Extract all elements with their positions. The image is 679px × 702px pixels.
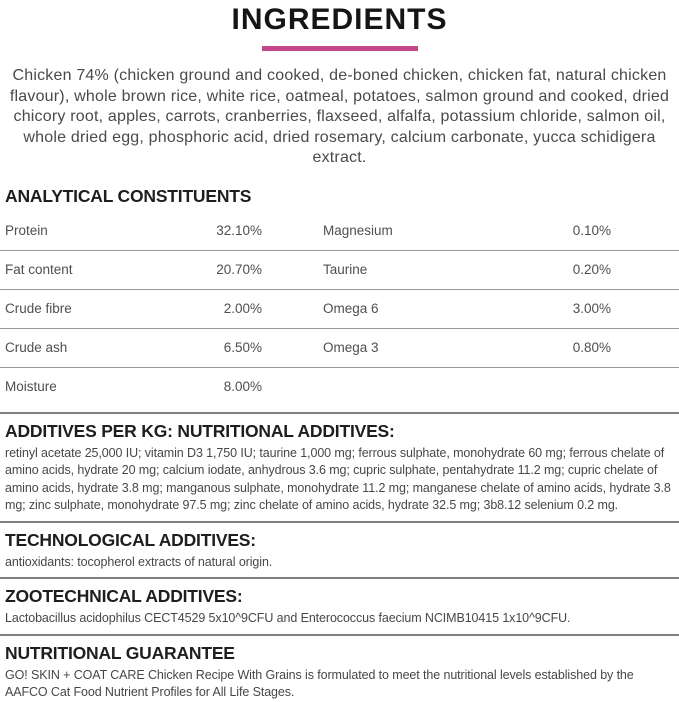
title-accent-bar <box>262 46 418 51</box>
constituent-label: Omega 6 <box>323 301 379 316</box>
constituent-value: 2.00% <box>223 301 262 316</box>
constituent-value: 0.80% <box>572 340 611 355</box>
section-zootechnical-additives <box>0 577 679 634</box>
table-row <box>0 251 679 290</box>
technological-additives-heading: TECHNOLOGICAL ADDITIVES: <box>5 529 256 550</box>
constituent-label: Crude ash <box>5 340 68 355</box>
nutritional-additives-body: retinyl acetate 25,000 IU; vitamin D3 1,750 IU; taurine 1,000 mg; ferrous sulphate, monohydrate 60 mg; ferrous chelate of amino acids, hydrate 20 mg; calcium iodate, anhydrous 3.6 mg; cupric sulphate, pentahydrate 11.2 mg; cupric chelate of amino acids, hydrate 3.8 mg; manganous sulphate, monohydrate 11.2 mg; manganese chelate of amino acids, hydrate 3.8 mg; zinc sulphate, monohydrate 97.5 mg; zinc chelate of amino acids, hydrate 32.5 mg; 3b8.12 selenium 0.2 mg. <box>5 445 671 512</box>
constituent-label: Magnesium <box>323 223 393 238</box>
table-row <box>0 212 679 251</box>
page-title: INGREDIENTS <box>231 3 448 36</box>
constituent-label: Omega 3 <box>323 340 379 355</box>
nutritional-guarantee-heading: NUTRITIONAL GUARANTEE <box>5 642 235 663</box>
constituent-label: Moisture <box>5 379 57 394</box>
section-technological-additives <box>0 521 679 578</box>
zootechnical-additives-body: Lactobacillus acidophilus CECT4529 5x10^9CFU and Enterococcus faecium NCIMB10415 1x10^9CFU. <box>5 611 571 625</box>
constituent-value: 6.50% <box>223 340 262 355</box>
constituent-value: 0.10% <box>572 223 611 238</box>
constituent-label: Protein <box>5 223 48 238</box>
technological-additives-body: antioxidants: tocopherol extracts of natural origin. <box>5 554 273 569</box>
analytical-constituents-heading: ANALYTICAL CONSTITUENTS <box>5 185 252 206</box>
constituent-label: Fat content <box>5 262 73 277</box>
analytical-constituents-table <box>0 212 679 406</box>
section-nutritional-additives <box>0 412 679 521</box>
constituent-value: 0.20% <box>572 262 611 277</box>
constituent-label: Taurine <box>323 262 368 277</box>
table-row <box>0 290 679 329</box>
constituent-value: 20.70% <box>216 262 262 277</box>
constituent-label: Crude fibre <box>5 301 72 316</box>
ingredients-text: Chicken 74% (chicken ground and cooked, de-boned chicken, chicken fat, natural chicken flavour), whole brown rice, white rice, oatmeal, potatoes, salmon ground and cooked, dried chicory root, apples, carrots, cranberries, flaxseed, alfalfa, potassium chloride, salmon oil, whole dried egg, phosphoric acid, dried rosemary, calcium carbonate, yucca schidigera extract. <box>9 67 670 166</box>
constituent-value: 8.00% <box>223 379 262 394</box>
nutritional-additives-heading: ADDITIVES PER KG: NUTRITIONAL ADDITIVES: <box>5 420 395 441</box>
table-row <box>0 329 679 368</box>
constituent-value: 32.10% <box>216 223 262 238</box>
constituent-value: 3.00% <box>572 301 611 316</box>
zootechnical-additives-heading: ZOOTECHNICAL ADDITIVES: <box>5 586 243 606</box>
table-row <box>0 368 679 406</box>
section-nutritional-guarantee <box>0 634 679 702</box>
nutritional-guarantee-body: GO! SKIN + COAT CARE Chicken Recipe With Grains is formulated to meet the nutritional levels established by the AAFCO Cat Food Nutrient Profiles for All Life Stages. <box>5 667 634 699</box>
